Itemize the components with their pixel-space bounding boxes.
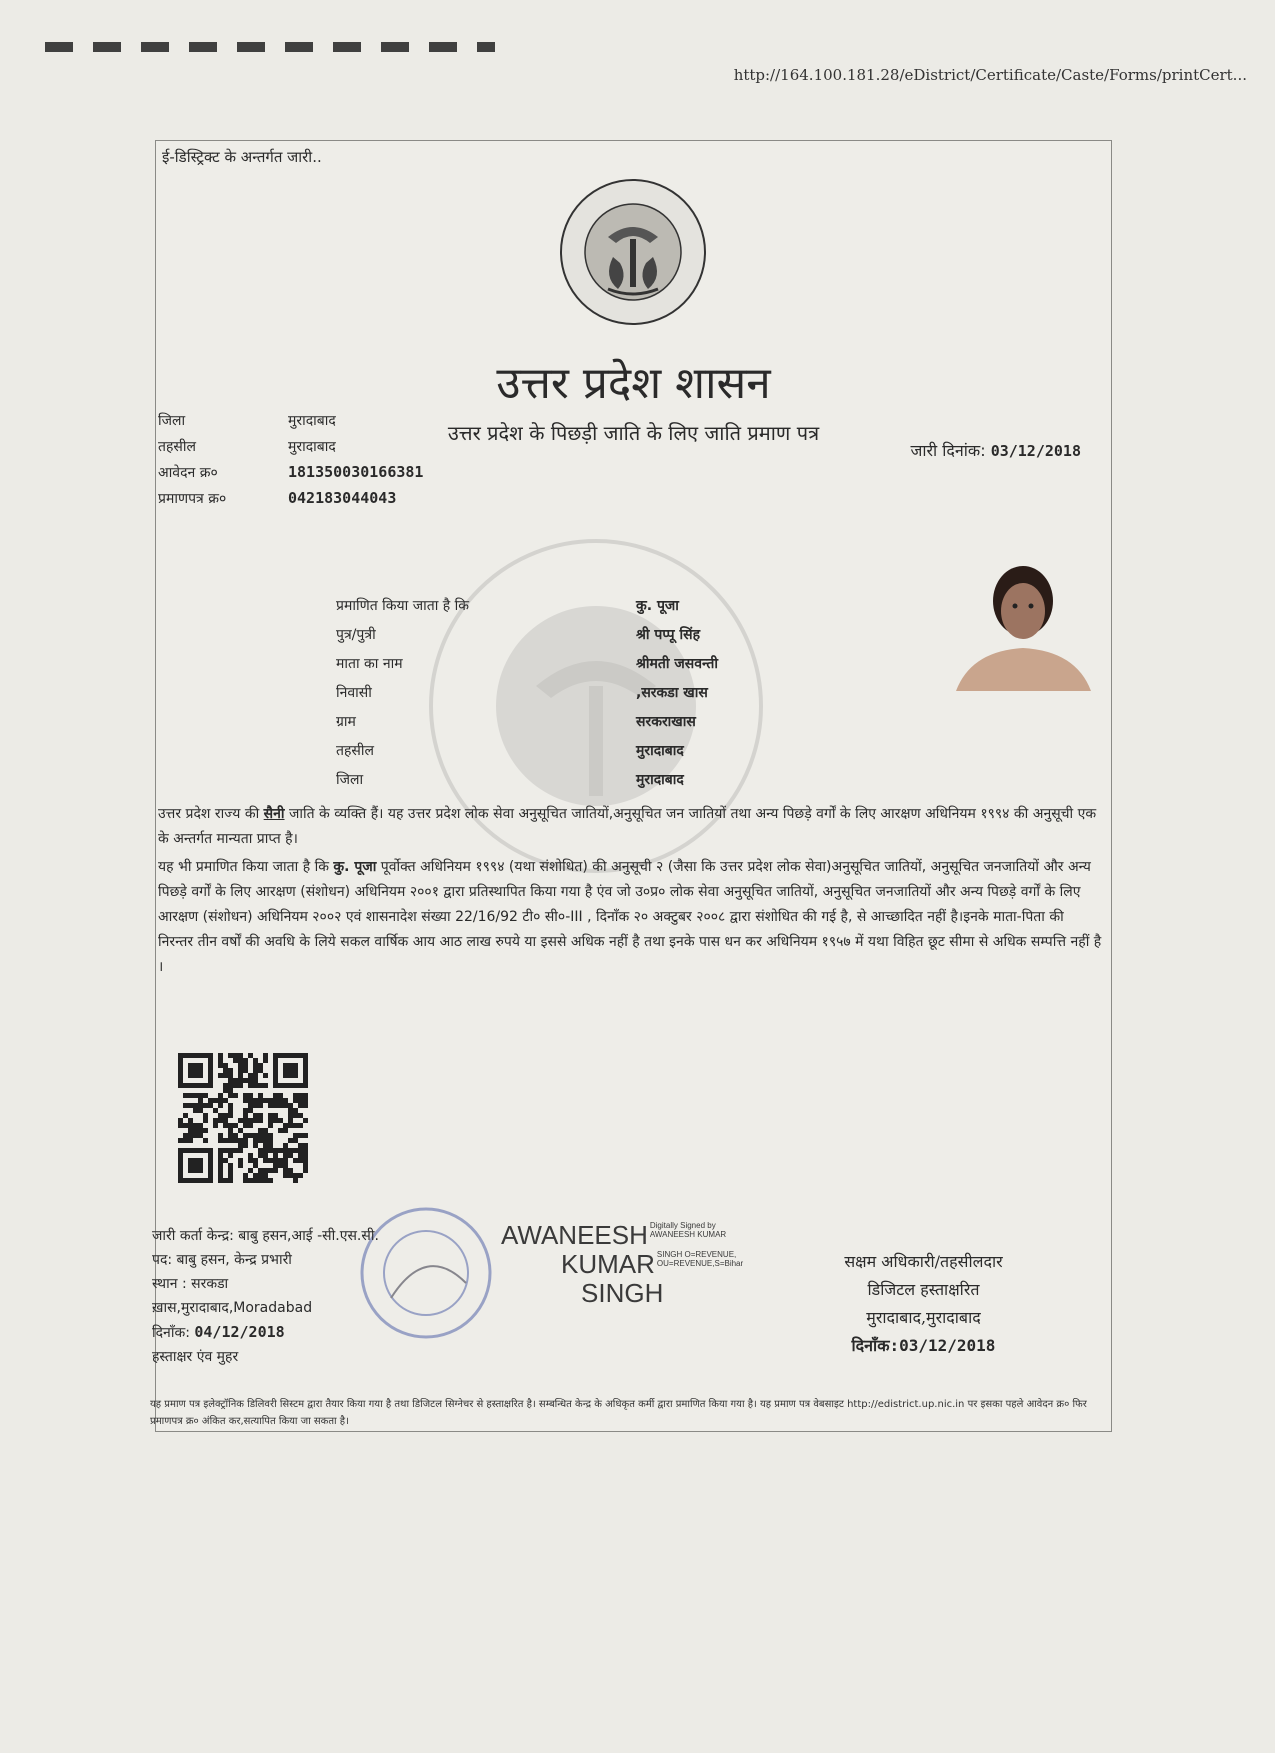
village-label: ग्राम [336,714,356,730]
issue-date [910,439,1081,461]
meta-application [158,463,424,482]
applicant-photo [951,556,1096,691]
signature-info-b [657,1250,743,1268]
detail-district-value: मुरादाबाद [636,772,684,788]
certificate-label: प्रमाणपत्र क्र० [158,491,227,507]
signer-name-2: KUMAR [561,1249,655,1279]
certified-row [336,596,679,615]
detail-tehsil-label: तहसील [336,743,374,759]
district-label: जिला [158,413,186,429]
certificate [150,140,1112,1432]
tehsil-row [336,741,684,760]
application-label: आवेदन क्र० [158,465,218,481]
authority-digital: डिजिटल हस्ताक्षरित [867,1280,980,1299]
issue-date-label: जारी दिनांक: [910,441,986,460]
detail-district-label: जिला [336,772,364,788]
meta-tehsil [158,437,336,456]
certified-label: प्रमाणित किया जाता है कि [336,598,470,614]
child-row [336,625,701,644]
authority-date: दिनाँक:03/12/2018 [851,1336,996,1355]
signature-info-3: SINGH O=REVENUE, [656,1250,737,1259]
certificate-subtitle: उत्तर प्रदेश के पिछड़ी जाति के लिए जाति प्रमाण पत्र [447,421,820,445]
village-row [336,712,696,731]
village-value: सरकराखास [636,714,696,730]
place-line: स्थान : सरकडा [152,1276,229,1292]
cert-text-b: पूर्वोक्त अधिनियम १९९४ (यथा संशोधित) की अनुसूची २ (जैसा कि उत्तर प्रदेश लोक सेवा)अनुसूचित जातियों, अनुसूचित जनजातियों और अन्य पिछड़े वर्गों के लिए आरक्षण (संशोधन) अधिनियम २००१ द्वारा प्रतिस्थापित किया गया है एंव जो उ०प्र० लोक सेवा अनुसूचित जातियों, अनुसूचित जनजातियों और अन्य पिछड़े वर्गों के लिए आरक्षण (संशोधन) अधिनियम २००२ एवं शासनादेश संख्या 22/16/92 टी० सी०-III , दिनाँक २० अक्टुबर २००८ द्वारा संशोधित की गई है, से आच्छादित नहीं है।इनके माता-पिता की निरन्तर तीन वर्षों की अवधि के लिये सकल वार्षिक आय आठ लाख रुपये या इससे अधिक नहीं है तथा इनके पास धन कर अधिनियम १९५७ में यथा विहित छूट सीमा से अधिक सम्पत्ति नहीं है [158,859,1102,950]
district-row [336,770,684,789]
resident-row [336,683,708,702]
signature-info-1: Digitally Signed by [649,1221,716,1230]
mother-label: माता का नाम [336,656,403,672]
cert-text-a: यह भी प्रमाणित किया जाता है कि [158,859,334,875]
page-url: http://164.100.181.28/eDistrict/Certificate/Caste/Forms/printCert... [733,66,1247,84]
signer-name-1: AWANEESH [501,1220,648,1250]
office-date-label: दिनाँक: [152,1325,195,1341]
authority-location: मुरादाबाद,मुरादाबाद [866,1308,981,1327]
post-line: पद: बाबु हसन, केन्द्र प्रभारी [152,1252,292,1268]
place-line-2: ख़ास,मुरादाबाद,Moradabad [152,1300,313,1316]
certified-name: कु. पूजा [636,598,679,614]
detail-tehsil-value: मुरादाबाद [636,743,684,759]
qr-code [178,1053,308,1183]
mother-row [336,654,718,673]
issue-date-value: 03/12/2018 [990,442,1081,460]
up-emblem-icon [558,177,708,327]
meta-district [158,411,336,430]
meta-certificate [158,489,397,508]
issuing-center-line: जारी कर्ता केन्द्र: बाबु हसन,आई -सी.एस.सी. [152,1228,379,1244]
cert-text-c: । [158,959,164,975]
tehsil-label: तहसील [158,439,196,455]
certification-paragraph [158,855,1103,980]
competent-authority [816,1248,1031,1360]
father-name: श्री पप्पू सिंह [636,627,701,643]
issued-under-text: ई-डिस्ट्रिक्ट के अन्तर्गत जारी.. [162,148,322,166]
caste-text-a: उत्तर प्रदेश राज्य की [158,806,264,822]
district-value: मुरादाबाद [288,413,336,429]
scan-edge-mark [45,42,495,52]
signer-name-3: SINGH [581,1278,664,1308]
caste-paragraph [158,802,1103,852]
caste-text-b: जाति के व्यक्ति हैं। यह उत्तर प्रदेश लोक सेवा अनुसूचित जातियों,अनुसूचित जन जातियों तथा अन्य पिछड़े वर्गों के लिए आरक्षण अधिनियम १९९४ की अनुसूची एक के अन्तर्गत मान्यता प्राप्त है। [158,806,1097,847]
certificate-number: 042183044043 [288,489,397,507]
signature-seal-line: हस्ताक्षर एंव मुहर [152,1349,239,1365]
caste-name: सैनी [263,806,285,822]
application-number: 181350030166381 [288,463,424,481]
cert-name: कु. पूजा [333,859,377,875]
issuing-center [152,1224,379,1369]
mother-name: श्रीमती जसवन्ती [636,656,718,672]
resident-value: ,सरकडा खास [636,685,708,701]
signature-info-2: AWANEESH KUMAR [649,1230,727,1239]
digital-signature [501,1221,743,1308]
authority-title: सक्षम अधिकारी/तहसीलदार [844,1252,1003,1271]
office-date-value: 04/12/2018 [194,1323,285,1341]
page-title: उत्तर प्रदेश शासन [496,358,771,409]
resident-label: निवासी [336,685,372,701]
child-label: पुत्र/पुत्री [336,627,376,643]
tehsil-value: मुरादाबाद [288,439,336,455]
signature-info [650,1221,726,1239]
signature-info-4: OU=REVENUE,S=Bihar [656,1259,744,1268]
footer-note: यह प्रमाण पत्र इलेक्ट्रॉनिक डिलिवरी सिस्टम द्वारा तैयार किया गया है तथा डिजिटल सिग्नेचर से हस्ताक्षरित है। सम्बन्धित केन्द्र के अधिकृत कर्मी द्वारा प्रमाणित किया गया है। यह प्रमाण पत्र वेबसाइट http://edistrict.up.nic.in पर इसका पहले आवेदन क्र० फिर प्रमाणपत्र क्र० अंकित कर,सत्यापित किया जा सकता है। [150,1399,1087,1427]
office-date-line [152,1320,379,1345]
